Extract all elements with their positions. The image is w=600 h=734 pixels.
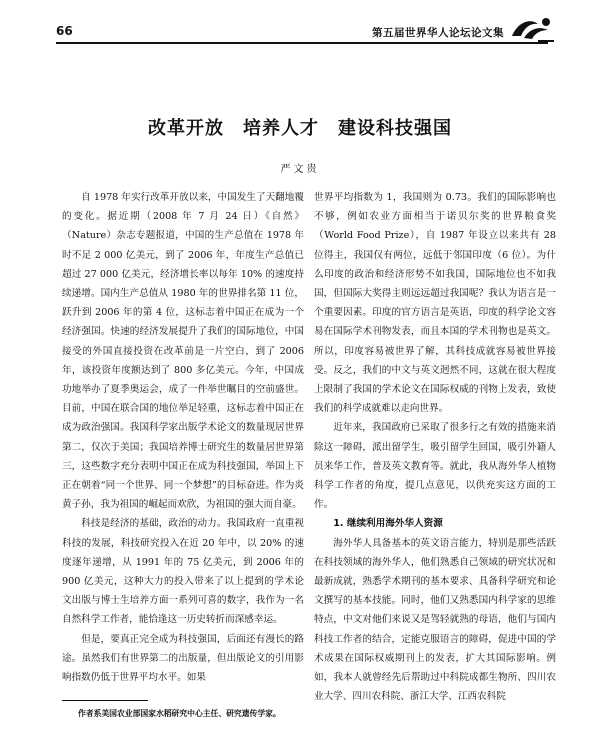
body-paragraph: 科技是经济的基础，政治的动力。我国政府一直重视科技的发展，科技研究投入在近 20 年中，以 20% 的速度逐年递增，从 1991 年的 75 亿美元，到 2006 年的 900 亿美元，这种大力的投入带来了以上提到的学术论文出版与博士生培养方面一系列可喜的数字，我作为一名自然科学工作者，能恰逢这一历史转折而深感幸运。 xyxy=(62,518,304,626)
page-number: 66 xyxy=(56,24,73,38)
header-rule xyxy=(56,42,548,44)
body-paragraph: 但是，要真正完全成为科技强国，后面还有漫长的路途。虽然我们有世界第二的出版量，但出版论文的引用影响指数仍低于世界平均水平。如果 xyxy=(62,633,304,684)
forum-logo-icon xyxy=(508,14,556,44)
body-paragraph: 近年来，我国政府已采取了很多行之有效的措施来消除这一障碍，派出留学生，吸引留学生回国，吸引外籍人员来华工作，普及英文教育等。就此，我从海外华人植物科学工作者的角度，提几点意见，以供充实这方面的工作。 xyxy=(314,422,556,511)
body-right-column xyxy=(314,188,556,706)
body-left-column xyxy=(62,188,304,687)
section-heading: 1. 继续利用海外华人资源 xyxy=(333,518,443,530)
body-paragraph: 自 1978 年实行改革开放以来，中国发生了天翻地覆的变化。据近期（2008 年 7 月 24 日）《自然》（Nature）杂志专题报道，中国的生产总值在 1978 年时不足 2 000 亿美元，到了 2006 年，年度生产总值已超过 27 000 亿美元，经济增长率以每年 10% 的速度持续递增。国内生产总值从 1980 年的世界排名第 11 位，跃升到 2006 年的第 4 位，这标志着中国正在成为一个经济强国。快速的经济发展提升了我们的国际地位，中国接受的外国直接投资在改革前是一片空白，到了 2006 年，该投资年度额达到了 800 多亿美元。今年，中国成功地举办了夏季奥运会，成了一件举世瞩目的空前盛世。目前，中国在联合国的地位举足轻重，这标志着中国正在成为政治强国。我国科学家出版学术论文的数量现居世界第二，仅次于美国；我国培养博士研究生的数量居世界第三，这些数字充分表明中国正在成为科技强国，举国上下正在朝着“同一个世界、同一个梦想”的目标奋进。作为炎黄子孙，我为祖国的崛起而欢欣，为祖国的强大而自豪。 xyxy=(62,192,304,511)
body-paragraph: 世界平均指数为 1，我国则为 0.73。我们的国际影响也不够，例如农业方面相当于诺贝尔奖的世界粮食奖（World Food Prize），自 1987 年设立以来共有 28 位得主，我国仅有两位，远低于邻国印度（6 位）。为什么印度的政治和经济形势不如我国，国际地位也不如我国，但国际大奖得主则远远超过我国呢？我认为语言是一个重要因素。印度的官方语言是英语，印度的科学论文容易在国际学术刊物发表，而且本国的学术刊物也是英文。所以，印度容易被世界了解，其科技成就容易被世界接受。反之，我们的中文与英文迥然不同，这就在很大程度上限制了我国的学术论文在国际权威的刊物上发表，致使我们的科学成就难以走向世界。 xyxy=(314,192,556,415)
footnote-rule xyxy=(62,700,148,701)
running-header xyxy=(56,22,556,48)
series-title: 第五届世界华人论坛论文集 xyxy=(372,27,504,39)
author-footnote: 作者系美国农业部国家水稻研究中心主任、研究遗传学家。 xyxy=(78,709,281,718)
article-title: 改革开放 培养人才 建设科技强国 xyxy=(148,118,452,139)
author-name: 严文贵 xyxy=(280,164,320,175)
body-paragraph: 海外华人具备基本的英文语言能力，特别是那些活跃在科技领域的海外华人，他们熟悉自己领域的研究状况和最新成就，熟悉学术期刊的基本要求、具备科学研究和论文撰写的基本技能。同时，他们又熟悉国内科学家的思维特点，中文对他们来说又是驾轻就熟的母语，他们与国内科技工作者的结合，定能克服语言的障碍，促进中国的学术成果在国际权威期刊上的发表，扩大其国际影响。例如，我本人就曾经先后帮助过中科院成都生物所、四川农业大学、四川农科院、浙江大学、江西农科院 xyxy=(314,537,556,703)
